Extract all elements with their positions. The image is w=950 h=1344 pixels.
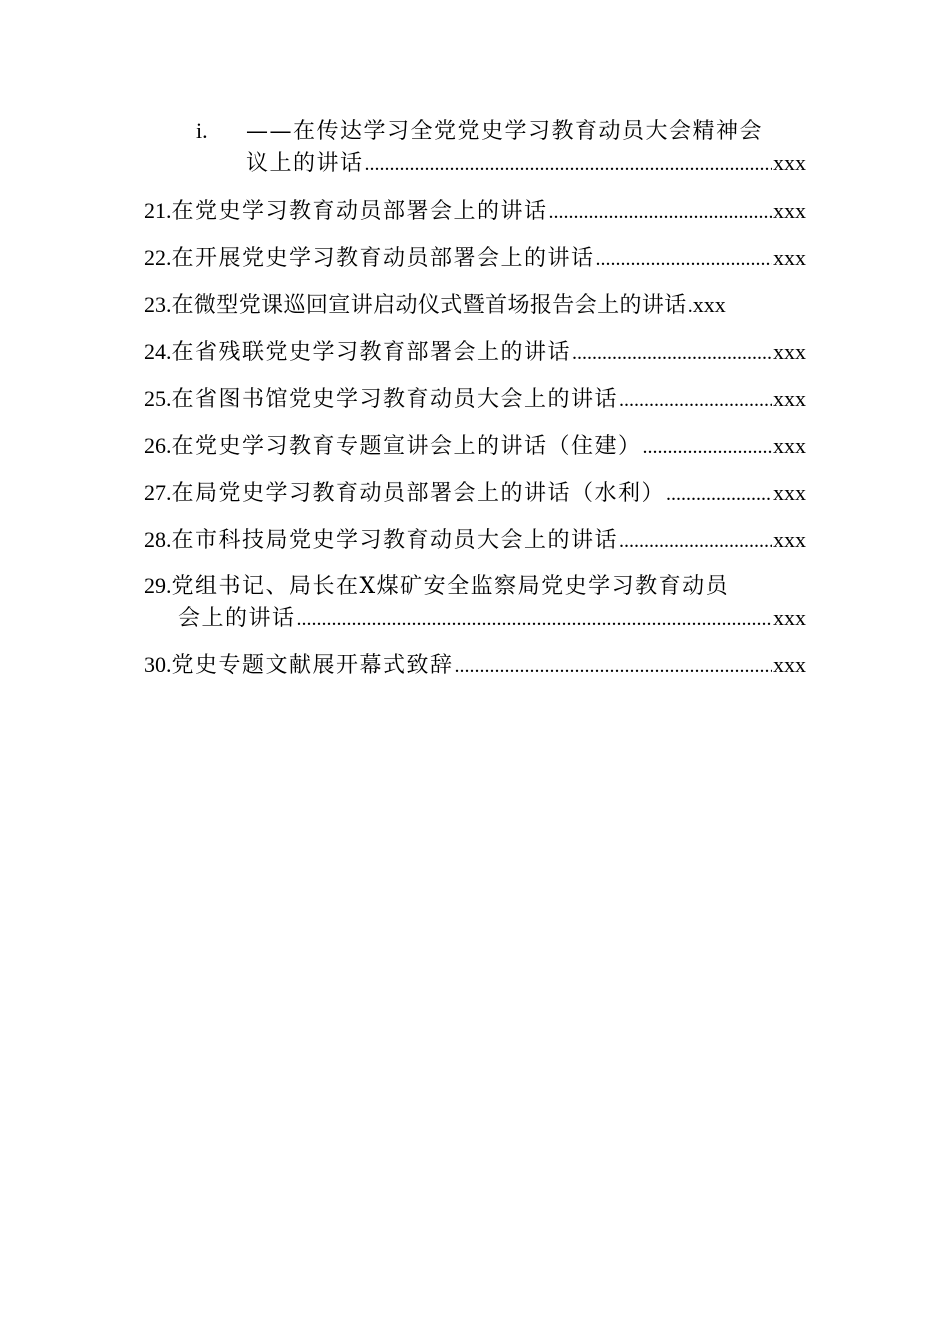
toc-entry-26[interactable] xyxy=(0,431,950,461)
toc-title: 在微型党课巡回宣讲启动仪式暨首场报告会上的讲话 xyxy=(171,293,687,318)
toc-title: 在省残联党史学习教育部署会上的讲话 xyxy=(171,340,572,365)
toc-number: 25. xyxy=(144,386,172,411)
toc-page-number: xxx xyxy=(692,292,726,317)
toc-page-number: xxx xyxy=(773,150,806,175)
toc-page-number: xxx xyxy=(773,245,806,270)
toc-entry-23[interactable] xyxy=(0,290,950,320)
toc-leader xyxy=(549,197,772,227)
toc-entry-24[interactable] xyxy=(0,337,950,367)
toc-entry-25[interactable] xyxy=(0,384,950,414)
toc-title: 在局党史学习教育动员部署会上的讲话（水利） xyxy=(171,481,666,506)
toc-number: 26. xyxy=(144,433,172,458)
toc-title-line2: 会上的讲话 xyxy=(178,606,296,631)
toc-title-line2: 议上的讲话 xyxy=(246,151,364,176)
toc-title-line1: 党组书记、局长在X煤矿安全监察局党史学习教育动员 xyxy=(171,574,730,599)
toc-number: 29. xyxy=(144,573,172,598)
toc-page-number: xxx xyxy=(773,433,806,458)
toc-number: 30. xyxy=(144,652,172,677)
toc-title: 在市科技局党史学习教育动员大会上的讲话 xyxy=(171,528,619,553)
toc-leader xyxy=(365,149,772,179)
toc-entry-21[interactable] xyxy=(0,196,950,226)
toc-title: 党史专题文献展开幕式致辞 xyxy=(171,653,454,678)
toc-title-line1: ——在传达学习全党党史学习教育动员大会精神会 xyxy=(246,119,764,144)
toc-number: 27. xyxy=(144,480,172,505)
toc-number: 22. xyxy=(144,245,172,270)
toc-page-number: xxx xyxy=(773,652,806,677)
toc-entry-22[interactable] xyxy=(0,243,950,273)
toc-leader xyxy=(596,244,772,274)
toc-title: 在省图书馆党史学习教育动员大会上的讲话 xyxy=(171,387,619,412)
toc-number: 24. xyxy=(144,339,172,364)
toc-leader xyxy=(619,526,772,556)
toc-entry-28[interactable] xyxy=(0,525,950,555)
toc-title: 在党史学习教育动员部署会上的讲话 xyxy=(171,199,548,224)
toc-entry-sub-i[interactable] xyxy=(0,116,950,180)
toc-leader xyxy=(688,291,692,321)
toc-page-number: xxx xyxy=(773,605,806,630)
toc-page-number: xxx xyxy=(773,386,806,411)
toc-entry-29[interactable] xyxy=(0,571,950,635)
toc-entry-30[interactable] xyxy=(0,650,950,680)
toc-entry-27[interactable] xyxy=(0,478,950,508)
toc-number: 21. xyxy=(144,198,172,223)
toc-marker: i. xyxy=(196,118,208,143)
toc-leader xyxy=(572,338,772,368)
toc-number: 23. xyxy=(144,292,172,317)
toc-leader xyxy=(666,479,772,509)
toc-title: 在党史学习教育专题宣讲会上的讲话（住建） xyxy=(171,434,642,459)
toc-leader xyxy=(619,385,772,415)
toc-leader xyxy=(643,432,772,462)
toc-page-number: xxx xyxy=(773,527,806,552)
toc-leader xyxy=(297,604,772,634)
toc-leader xyxy=(455,651,772,681)
toc-page-number: xxx xyxy=(773,198,806,223)
toc-number: 28. xyxy=(144,527,172,552)
toc-page-number: xxx xyxy=(773,339,806,364)
toc-page-number: xxx xyxy=(773,480,806,505)
toc-title: 在开展党史学习教育动员部署会上的讲话 xyxy=(171,246,595,271)
